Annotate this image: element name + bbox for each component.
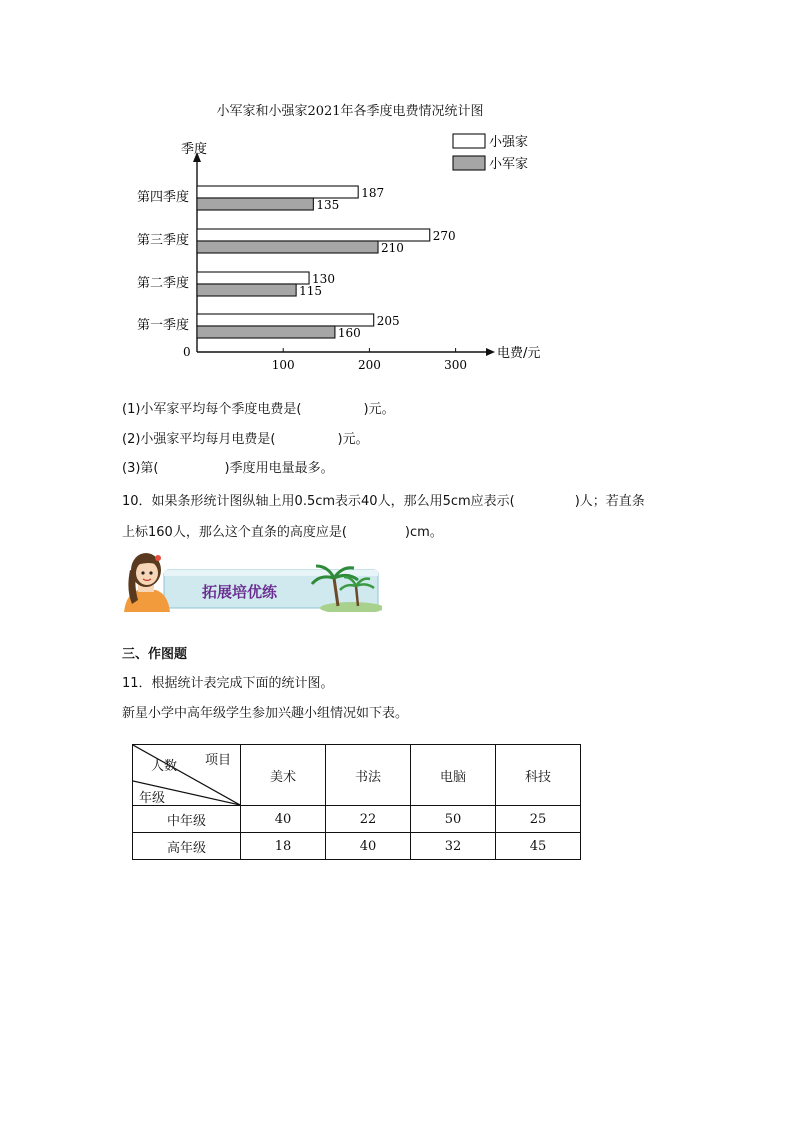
question-1	[122, 402, 395, 419]
legend-label: 小军家	[489, 157, 529, 172]
x-tick-label: 300	[444, 358, 468, 372]
question-10-line-2	[122, 521, 443, 540]
table-header-cell: 美术	[241, 745, 326, 806]
data-label: 210	[381, 241, 404, 255]
table-cell: 32	[411, 833, 496, 860]
table-row-label: 中年级	[133, 806, 241, 833]
table-corner-cell	[133, 745, 241, 806]
question-10-text-a: 10．如果条形统计图纵轴上用0.5cm表示40人，那么用5cm应表示(	[122, 494, 515, 509]
corner-label-grade: 年级	[139, 791, 166, 806]
question-10-line-1	[122, 490, 645, 509]
x-tick-label: 200	[357, 358, 381, 372]
category-label: 第二季度	[136, 276, 189, 291]
x-axis-label: 电费/元	[497, 346, 541, 361]
table-cell: 40	[241, 806, 326, 833]
question-2-text-a: (2)小强家平均每月电费是(	[122, 432, 276, 447]
table-cell: 25	[496, 806, 581, 833]
bar-xiaoqiang	[197, 229, 430, 241]
bar-xiaoqiang	[197, 186, 358, 198]
table-cell: 45	[496, 833, 581, 860]
table-row-label: 高年级	[133, 833, 241, 860]
question-3-text-a: (3)第(	[122, 461, 159, 476]
origin-label: 0	[183, 345, 191, 359]
data-label: 205	[376, 314, 400, 328]
data-label: 160	[337, 326, 361, 340]
question-1-text-a: (1)小军家平均每个季度电费是(	[122, 402, 302, 417]
question-10-text-c: 上标160人，那么这个直条的高度应是(	[122, 525, 347, 540]
table-header-cell: 电脑	[411, 745, 496, 806]
table-cell: 40	[326, 833, 411, 860]
question-2-text-b: )元。	[337, 432, 369, 447]
chart-title: 小军家和小强家2021年各季度电费情况统计图	[216, 104, 484, 119]
y-axis-label: 季度	[181, 142, 208, 157]
banner-extension-practice	[120, 548, 382, 612]
table-header-cell: 科技	[496, 745, 581, 806]
corner-label-item: 项目	[205, 753, 232, 768]
data-label: 115	[299, 284, 323, 298]
data-label: 130	[312, 272, 335, 286]
question-10-text-b: )人；若直条	[574, 494, 645, 509]
legend-swatch	[453, 156, 485, 170]
table-cell: 18	[241, 833, 326, 860]
data-label: 270	[432, 229, 456, 243]
bar-xiaoqiang	[197, 314, 374, 326]
table-row	[133, 833, 581, 860]
legend-swatch	[453, 134, 485, 148]
table-cell: 22	[326, 806, 411, 833]
question-3-text-b: )季度用电量最多。	[224, 461, 334, 476]
bar-xiaoqiang	[197, 272, 309, 284]
bar-xiaojun	[197, 241, 378, 253]
question-1-text-b: )元。	[363, 402, 395, 417]
question-10-text-d: )cm。	[404, 525, 443, 540]
table-header-row	[133, 745, 581, 806]
category-label: 第四季度	[136, 190, 189, 205]
legend-label: 小强家	[489, 135, 529, 150]
question-3	[122, 461, 334, 478]
data-label: 135	[316, 198, 340, 212]
category-label: 第三季度	[136, 233, 189, 248]
bar-chart	[0, 0, 800, 380]
corner-label-count: 人数	[151, 759, 178, 774]
x-tick-label: 100	[271, 358, 295, 372]
category-label: 第一季度	[136, 318, 189, 333]
data-label: 187	[361, 186, 385, 200]
statistics-table	[132, 744, 581, 860]
table-cell: 50	[411, 806, 496, 833]
bar-xiaojun	[197, 284, 296, 296]
table-row	[133, 806, 581, 833]
bar-xiaojun	[197, 198, 313, 210]
section-title: 三、作图题	[122, 647, 188, 662]
banner-text: 拓展培优练	[202, 583, 278, 601]
x-axis-arrow	[486, 348, 495, 356]
girl-illustration	[124, 553, 170, 612]
question-11-line-1: 11．根据统计表完成下面的统计图。	[122, 676, 334, 691]
bar-xiaojun	[197, 326, 335, 338]
table-header-cell: 书法	[326, 745, 411, 806]
question-2	[122, 432, 369, 449]
question-11-line-2: 新星小学中高年级学生参加兴趣小组情况如下表。	[122, 706, 409, 721]
